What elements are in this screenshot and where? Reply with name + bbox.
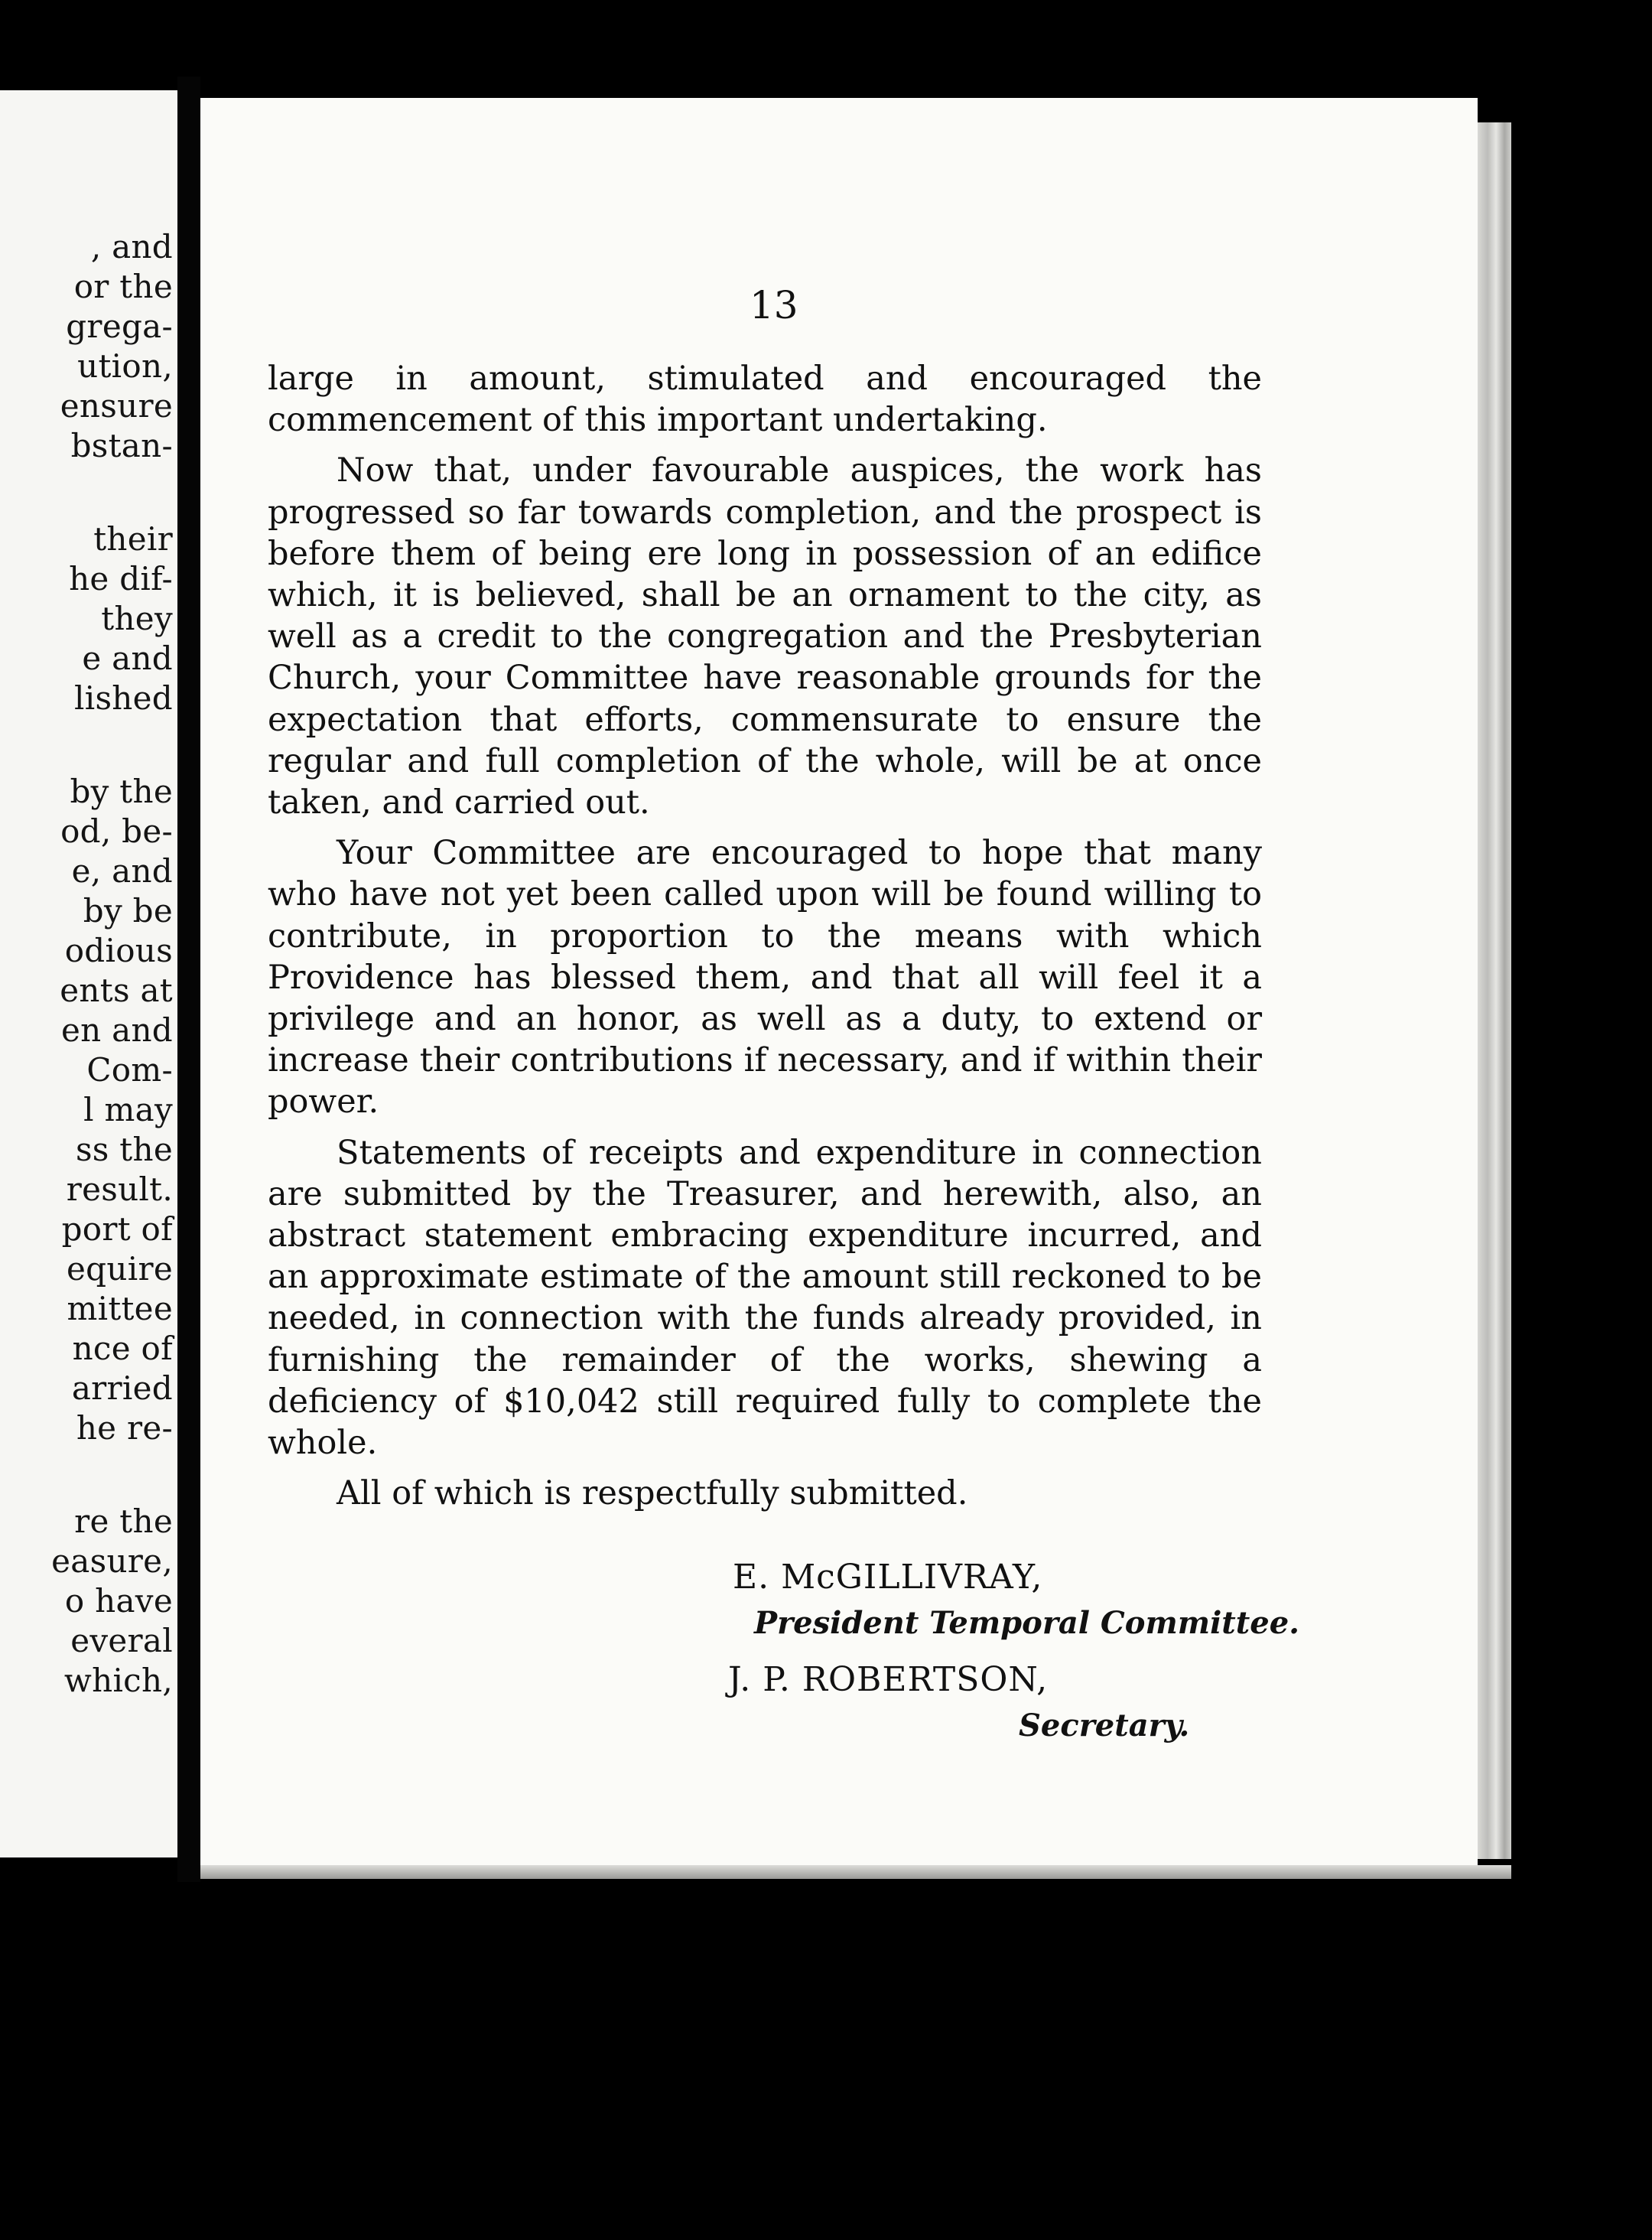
body-text bbox=[268, 358, 1262, 1514]
facing-page-line: ution, bbox=[77, 347, 173, 385]
facing-page-line: grega- bbox=[66, 308, 173, 345]
page-number: 13 bbox=[750, 283, 798, 327]
facing-page-line: port of bbox=[61, 1210, 173, 1248]
page-stack-edge bbox=[1478, 122, 1511, 1859]
facing-page-line: he dif- bbox=[69, 560, 173, 597]
facing-page-line: by the bbox=[70, 773, 173, 810]
signatory-name: J. P. ROBERTSON, bbox=[728, 1660, 1049, 1699]
facing-page-line: e and bbox=[82, 640, 173, 677]
facing-page-line: ss the bbox=[75, 1131, 173, 1168]
paragraph: Your Committee are encouraged to hope that many who have not yet been called upon will be found willing to contribute, in proportion to the means with which Providence has blessed them, and that all will feel it a privilege and an honor, as well as a duty, to extend or increase their contributions if necessary, and if within their power. bbox=[268, 834, 1262, 1122]
facing-page-line: re the bbox=[74, 1503, 173, 1540]
paragraph: Now that, under favourable auspices, the work has progressed so far towards completion, and the prospect is before them of being ere long in possession of an edifice which, it is believed, shall be an ornament to the city, as well as a credit to the congregation and the Presbyterian Church, your Committee have reasonable grounds for the expectation that efforts, commensurate to ensure the regular and full completion of the whole, will be at once taken, and carried out. bbox=[268, 451, 1262, 822]
facing-page-line: od, be- bbox=[60, 812, 173, 850]
paragraph-continuation: large in amount, stimulated and encouraged the commencement of this important undertaking. bbox=[268, 360, 1262, 440]
facing-page-line: result. bbox=[66, 1170, 173, 1208]
facing-page-line: bstan- bbox=[70, 427, 173, 464]
facing-page-line: lished bbox=[73, 679, 173, 717]
facing-page-line: ents at bbox=[60, 972, 173, 1009]
facing-page-line: en and bbox=[60, 1011, 173, 1049]
facing-page-line: or the bbox=[73, 268, 173, 305]
facing-page-line: everal bbox=[70, 1622, 173, 1659]
facing-page-line: he re- bbox=[76, 1409, 173, 1447]
facing-page-line: by be bbox=[83, 892, 173, 930]
facing-page-line: Com- bbox=[86, 1051, 173, 1089]
signatory-title: Secretary. bbox=[1019, 1708, 1190, 1743]
facing-page-fragment bbox=[0, 90, 177, 1857]
facing-page-line: equire bbox=[67, 1250, 173, 1288]
facing-page-line: arried bbox=[71, 1369, 173, 1407]
facing-page-line: nce of bbox=[72, 1330, 173, 1367]
facing-page-line: l may bbox=[83, 1091, 173, 1128]
facing-page-line: which, bbox=[63, 1662, 173, 1699]
facing-page-line: mittee bbox=[67, 1290, 173, 1327]
facing-page-line: their bbox=[93, 520, 173, 558]
facing-page-line: o have bbox=[64, 1582, 173, 1620]
facing-page-line: e, and bbox=[71, 852, 173, 890]
facing-page-line: odious bbox=[64, 932, 173, 969]
facing-page-line: ensure bbox=[60, 387, 173, 425]
signatory-title: President Temporal Committee. bbox=[754, 1605, 1300, 1641]
paragraph: Statements of receipts and expenditure in connection are submitted by the Treasurer, and herewith, also, an abstract statement embracing expenditure incurred, and an approximate estimate of the amount still reckoned to be needed, in connection with the funds already provided, in furnishing the remainder of the works, shewing a deficiency of $10,042 still required fully to complete the whole. bbox=[268, 1133, 1262, 1463]
book-gutter bbox=[177, 77, 200, 1882]
facing-page-line: , and bbox=[90, 228, 173, 265]
facing-page-line: they bbox=[101, 600, 173, 637]
closing-line: All of which is respectfully submitted. bbox=[337, 1474, 968, 1513]
signatory-name: E. McGILLIVRAY, bbox=[733, 1558, 1043, 1597]
page-bottom-edge bbox=[200, 1865, 1511, 1879]
facing-page-line: easure, bbox=[51, 1542, 173, 1580]
